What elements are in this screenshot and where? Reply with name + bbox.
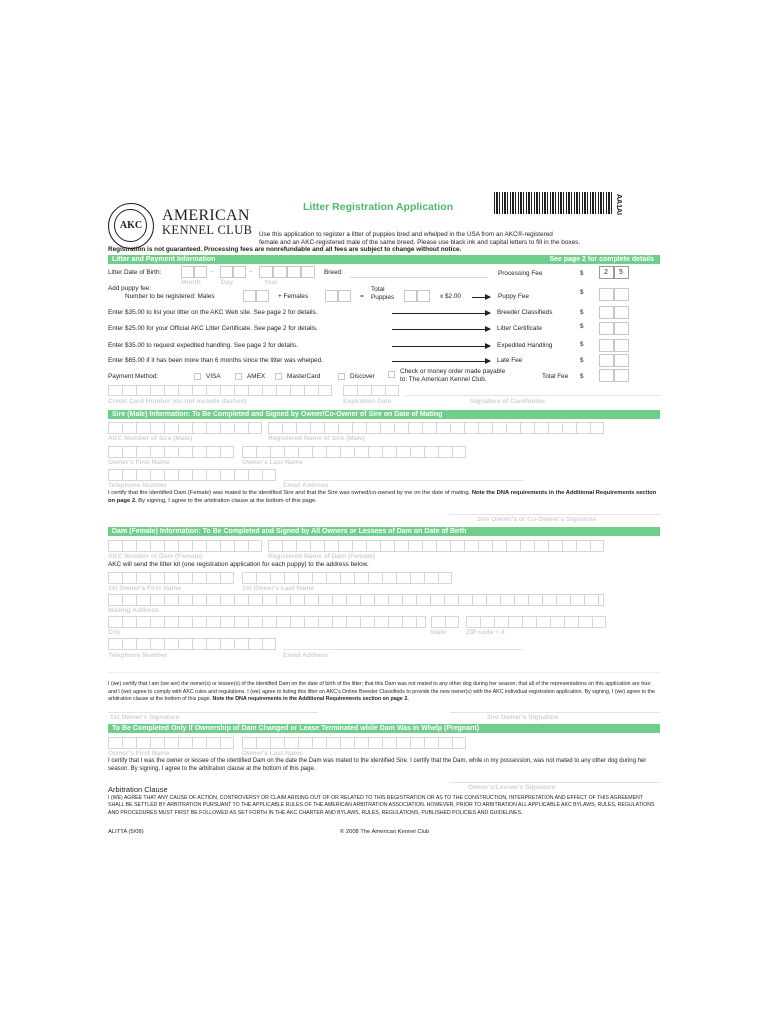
prior-owner-first-name-label: Owner's First Name <box>108 750 170 757</box>
intro-line-2: female and an AKC-registered male of the same breed. Please use black ink and capital letters to fill in the boxes. <box>259 239 581 246</box>
puppy-fee-box-2[interactable] <box>614 288 629 301</box>
date-dash: – <box>210 268 214 275</box>
dam-mailing-address-boxes[interactable] <box>108 594 604 606</box>
birth-month-box-2[interactable] <box>194 266 207 278</box>
intro-line-1: Use this application to register a litter of puppies bred and whelped in the USA from an AKC®-registered <box>259 231 553 238</box>
males-box-2[interactable] <box>256 290 269 302</box>
total-puppies-label: Total Puppies <box>371 286 395 301</box>
footer-code: ALITTA (5/08) <box>108 829 144 835</box>
classifieds-fee-box-1[interactable] <box>599 306 614 319</box>
puppy-fee-dollar: $ <box>580 289 584 296</box>
mastercard-checkbox[interactable] <box>275 373 282 380</box>
fee-row-arrow <box>392 329 490 330</box>
logo-american: AMERICAN <box>162 207 250 224</box>
dam-owner-last-name-boxes[interactable] <box>242 572 452 584</box>
check-note: Check or money order made payable to: The American Kennel Club. <box>400 368 506 383</box>
fee-row-desc-late: Enter $65.00 if it has been more than 6 months since the litter was whelped. <box>108 357 323 364</box>
footer-copyright: © 2008 The American Kennel Club <box>340 829 430 835</box>
males-box-1[interactable] <box>243 290 256 302</box>
form-code: AA1AI <box>615 194 622 216</box>
dam-cert-dna: Note the DNA requirements in the Additional Requirements section on page 2. <box>212 696 409 703</box>
fee-row-dollar: $ <box>580 323 584 330</box>
expedited-fee-box-1[interactable] <box>599 339 614 352</box>
dam-mailing-address-label: Mailing Address <box>108 607 159 614</box>
fee-row-dollar: $ <box>580 341 584 348</box>
sire-signature-line <box>450 514 660 515</box>
dam-state-boxes[interactable] <box>431 616 459 628</box>
sire-registered-name-boxes[interactable] <box>268 422 604 434</box>
prior-owner-last-name-boxes[interactable] <box>242 737 466 749</box>
credit-card-number-label: Credit Card Number (do not include dashes) <box>108 398 247 405</box>
cardholder-signature-line <box>405 395 660 396</box>
puppy-fee-box-1[interactable] <box>599 288 614 301</box>
credit-card-number-boxes[interactable] <box>108 385 332 396</box>
discover-checkbox[interactable] <box>338 373 345 380</box>
dam-owner-last-name-label: 1st Owner's Last Name <box>242 585 315 592</box>
females-box-1[interactable] <box>325 290 338 302</box>
late-fee-box-2[interactable] <box>614 354 629 367</box>
barcode <box>494 192 612 214</box>
processing-fee-digit-1: 2 <box>604 269 608 276</box>
sire-cert-text: I certify that the identified Dam (Female) was mated to the identified Sire and that the Sire was owned/co-owned by me on the date of mating. <box>108 490 471 496</box>
fee-row-label-expedited: Expedited Handling <box>497 342 553 349</box>
ownership-header: To Be Completed Only If Ownership of Dam Changed or Lease Terminated while Dam Was in Whelp (Pregnant) <box>108 724 660 733</box>
ownership-signature-line <box>450 782 660 783</box>
dam-certification <box>108 681 660 704</box>
dam-cert-text: I (we) certify that I am (we are) the owner(s) or lessee(s) of the identified Dam on the date of birth of the litter; that this Dam was not mated to any other dog during her season; that all of the representations on this application are true; and I (we) agree to comply with AKC rules and regulations. I (we) agree to listing this litter on AKC's Online Breeder Classifieds to provide the new owner(s) with the AKC individual registration application. By signing, I (we) agree to the arbitration clause at the bottom of this page. <box>108 681 655 703</box>
arbitration-title: Arbitration Clause <box>108 785 168 794</box>
sire-akc-number-boxes[interactable] <box>108 422 262 434</box>
day-label: Day <box>221 279 234 286</box>
sire-akc-number-label: AKC Number of Sire (Male) <box>108 435 193 442</box>
dam-sig2-label: 2nd Owner's Signature <box>487 714 559 721</box>
certificate-fee-box-1[interactable] <box>599 322 614 335</box>
sire-cert-tail: By signing, I agree to the arbitration clause at the bottom of this page. <box>138 497 317 504</box>
check-money-order-checkbox[interactable] <box>388 371 395 378</box>
dam-akc-number-label: AKC Number of Dam (Female) <box>108 553 203 560</box>
date-dash: – <box>249 268 253 275</box>
dam-akc-number-boxes[interactable] <box>108 540 262 552</box>
total-fee-box-1[interactable] <box>599 369 614 382</box>
fee-row-dollar: $ <box>580 357 584 364</box>
processing-fee-label: Processing Fee <box>498 270 543 277</box>
dam-header: Dam (Female) Information: To Be Completed and Signed by All Owners or Lessees of Dam on Date of Birth <box>108 527 660 536</box>
expiration-label: Expiration Date <box>343 398 392 405</box>
dam-zip-boxes[interactable] <box>466 616 606 628</box>
fee-row-desc-expedited: Enter $35.00 to request expedited handling. See page 2 for details. <box>108 342 298 349</box>
visa-checkbox[interactable] <box>194 373 201 380</box>
puppy-fee-arrow <box>472 297 490 298</box>
dam-registered-name-label: Registered Name of Dam (Female) <box>268 553 375 560</box>
dam-state-label: State <box>430 629 447 636</box>
litter-payment-header <box>108 255 660 264</box>
breed-label: Breed: <box>324 269 343 276</box>
payment-method-label: Payment Method: <box>108 373 159 380</box>
fee-row-label-certificate: Litter Certificate <box>497 325 542 332</box>
page-title: Litter Registration Application <box>303 201 454 213</box>
sire-owner-last-name-label: Owner's Last Name <box>242 459 303 466</box>
total-fee-dollar: $ <box>580 373 584 380</box>
equals-label: = <box>360 293 364 300</box>
total-fee-box-2[interactable] <box>614 369 629 382</box>
amex-label: AMEX <box>247 373 266 380</box>
classifieds-fee-box-2[interactable] <box>614 306 629 319</box>
dam-telephone-label: Telephone Number <box>108 652 168 659</box>
dam-email-line-2 <box>108 672 660 673</box>
prior-owner-last-name-label: Owner's Last Name <box>242 750 303 757</box>
dam-sig1-line <box>108 712 318 713</box>
cardholder-signature-label: Signature of Cardholder <box>470 398 546 405</box>
ownership-certification: I certify that I was the owner or lessee of the identified Dam on the date the Dam was mated to the identified Sire. I certify that the Dam, while in my possession, was not mated to any other dog during her season. By signing, I agree to the arbitration clause at the bottom of this page. <box>108 758 647 772</box>
certificate-fee-box-2[interactable] <box>614 322 629 335</box>
sire-certification <box>108 490 660 505</box>
ownership-signature-label: Owner's/Lessee's Signature <box>468 784 556 791</box>
year-label: Year <box>264 279 278 286</box>
akc-seal-text: AKC <box>119 220 143 231</box>
sire-email-label: Email Address <box>283 482 329 489</box>
birth-year-box-2[interactable] <box>273 266 287 278</box>
sire-owner-last-name-boxes[interactable] <box>242 446 466 458</box>
fee-row-arrow <box>392 313 490 314</box>
dam-city-label: City <box>108 629 121 636</box>
visa-label: VISA <box>206 373 221 380</box>
sire-registered-name-label: Registered Name of Sire (Male) <box>268 435 366 442</box>
prior-owner-first-name-boxes[interactable] <box>108 737 234 749</box>
number-registered-label: Number to be registered: Males <box>125 293 215 300</box>
times-fee-label: x $2.00 <box>440 293 461 300</box>
amex-checkbox[interactable] <box>235 373 242 380</box>
sire-signature-label: Sire Owner's or Co-Owner's Signature <box>477 516 597 523</box>
sire-email-line <box>283 480 523 481</box>
fee-row-desc-certificate: Enter $25.00 for your Official AKC Litter Certificate. See page 2 for details. <box>108 325 318 332</box>
dam-owner-first-name-label: 1st Owner's First Name <box>108 585 182 592</box>
dam-owner-first-name-boxes[interactable] <box>108 572 234 584</box>
females-box-2[interactable] <box>338 290 351 302</box>
late-fee-box-1[interactable] <box>599 354 614 367</box>
fee-row-label-late: Late Fee <box>497 357 523 364</box>
processing-fee-digit-2: 5 <box>619 269 623 276</box>
plus-females-label: + Females <box>278 293 309 300</box>
registration-notice: Registration is not guaranteed. Processing fees are nonrefundable and all fees are subject to change without notice. <box>108 246 462 253</box>
processing-fee-box-2 <box>614 266 629 279</box>
sire-telephone-label: Telephone Number <box>108 482 168 489</box>
month-label: Month <box>181 279 201 286</box>
sire-header: Sire (Male) Information: To Be Completed and Signed by Owner/Co-Owner of Sire on Date of Mating <box>108 410 660 419</box>
litter-date-label: Litter Date of Birth: <box>108 269 162 276</box>
birth-day-box-2[interactable] <box>233 266 246 278</box>
total-fee-label: Total Fee <box>542 373 569 380</box>
dam-telephone-boxes[interactable] <box>108 638 276 650</box>
total-puppies-box-2[interactable] <box>417 290 430 302</box>
litter-payment-note: See page 2 for complete details <box>549 256 654 263</box>
fee-row-arrow <box>392 361 490 362</box>
dam-city-boxes[interactable] <box>108 616 426 628</box>
expiration-boxes[interactable] <box>343 385 399 396</box>
dam-registered-name-boxes[interactable] <box>268 540 604 552</box>
sire-owner-first-name-boxes[interactable] <box>108 446 234 458</box>
dam-zip-label: ZIP code + 4 <box>466 629 505 636</box>
fee-row-dollar: $ <box>580 309 584 316</box>
expedited-fee-box-2[interactable] <box>614 339 629 352</box>
dam-email-label: Email Address <box>283 652 329 659</box>
birth-year-box-1[interactable] <box>259 266 273 278</box>
birth-month-box-1[interactable] <box>181 266 194 278</box>
processing-dollar: $ <box>580 270 584 277</box>
litter-kit-note: AKC will send the litter kit (one registration application for each puppy) to the address below. <box>108 561 369 568</box>
discover-label: Discover <box>350 373 375 380</box>
birth-year-box-3[interactable] <box>287 266 301 278</box>
total-puppies-box-1[interactable] <box>404 290 417 302</box>
mastercard-label: MasterCard <box>287 373 321 380</box>
add-puppy-fee-label: Add puppy fee: <box>108 285 151 292</box>
processing-fee-box-1 <box>599 266 614 279</box>
dam-sig2-line <box>450 712 660 713</box>
dam-email-line <box>283 649 523 650</box>
sire-telephone-boxes[interactable] <box>108 469 276 481</box>
litter-payment-title: Litter and Payment Information <box>112 256 216 263</box>
sire-cert-dna: Note the DNA requirements in the Additional Requirements section on page 2. <box>108 490 657 504</box>
logo-kennel-club: KENNEL CLUB <box>162 223 253 237</box>
breed-underline <box>350 277 488 278</box>
fee-row-label-classifieds: Breeder Classifieds <box>497 309 553 316</box>
dam-sig1-label: 1st Owner's Signature <box>110 714 180 721</box>
arbitration-text: I (WE) AGREE THAT ANY CAUSE OF ACTION, CONTROVERSY OR CLAIM ARISING OUT OF OR RELATED TO THIS REGISTRATION OR AS TO THE CONSTRUCTION, INTERPRETATION AND EFFECT OF THIS AGREEMENT SHALL BE SETTLED BY ARBITRATION PURSUANT TO THE APPLICABLE RULES OF THE AMERICAN ARBITRATION ASSOCIATION. HOWEVER, PRIOR TO ARBITRATION ALL APPLICABLE AKC BYLAWS, RULES, REGULATIONS AND PROCEDURES MUST FIRST BE FOLLOWED AS SET FORTH IN THE AKC CHARTER AND BYLAWS, RULES, REGULATIONS, PUBLISHED POLICIES AND GUIDELINES. <box>108 795 655 816</box>
birth-day-box-1[interactable] <box>220 266 233 278</box>
sire-owner-first-name-label: Owner's First Name <box>108 459 170 466</box>
birth-year-box-4[interactable] <box>301 266 315 278</box>
akc-seal-logo <box>108 203 154 249</box>
puppy-fee-label: Puppy Fee <box>498 293 529 300</box>
fee-row-desc-classifieds: Enter $35.00 to list your litter on the AKC Web site. See page 2 for details. <box>108 309 318 316</box>
fee-row-arrow <box>392 346 490 347</box>
